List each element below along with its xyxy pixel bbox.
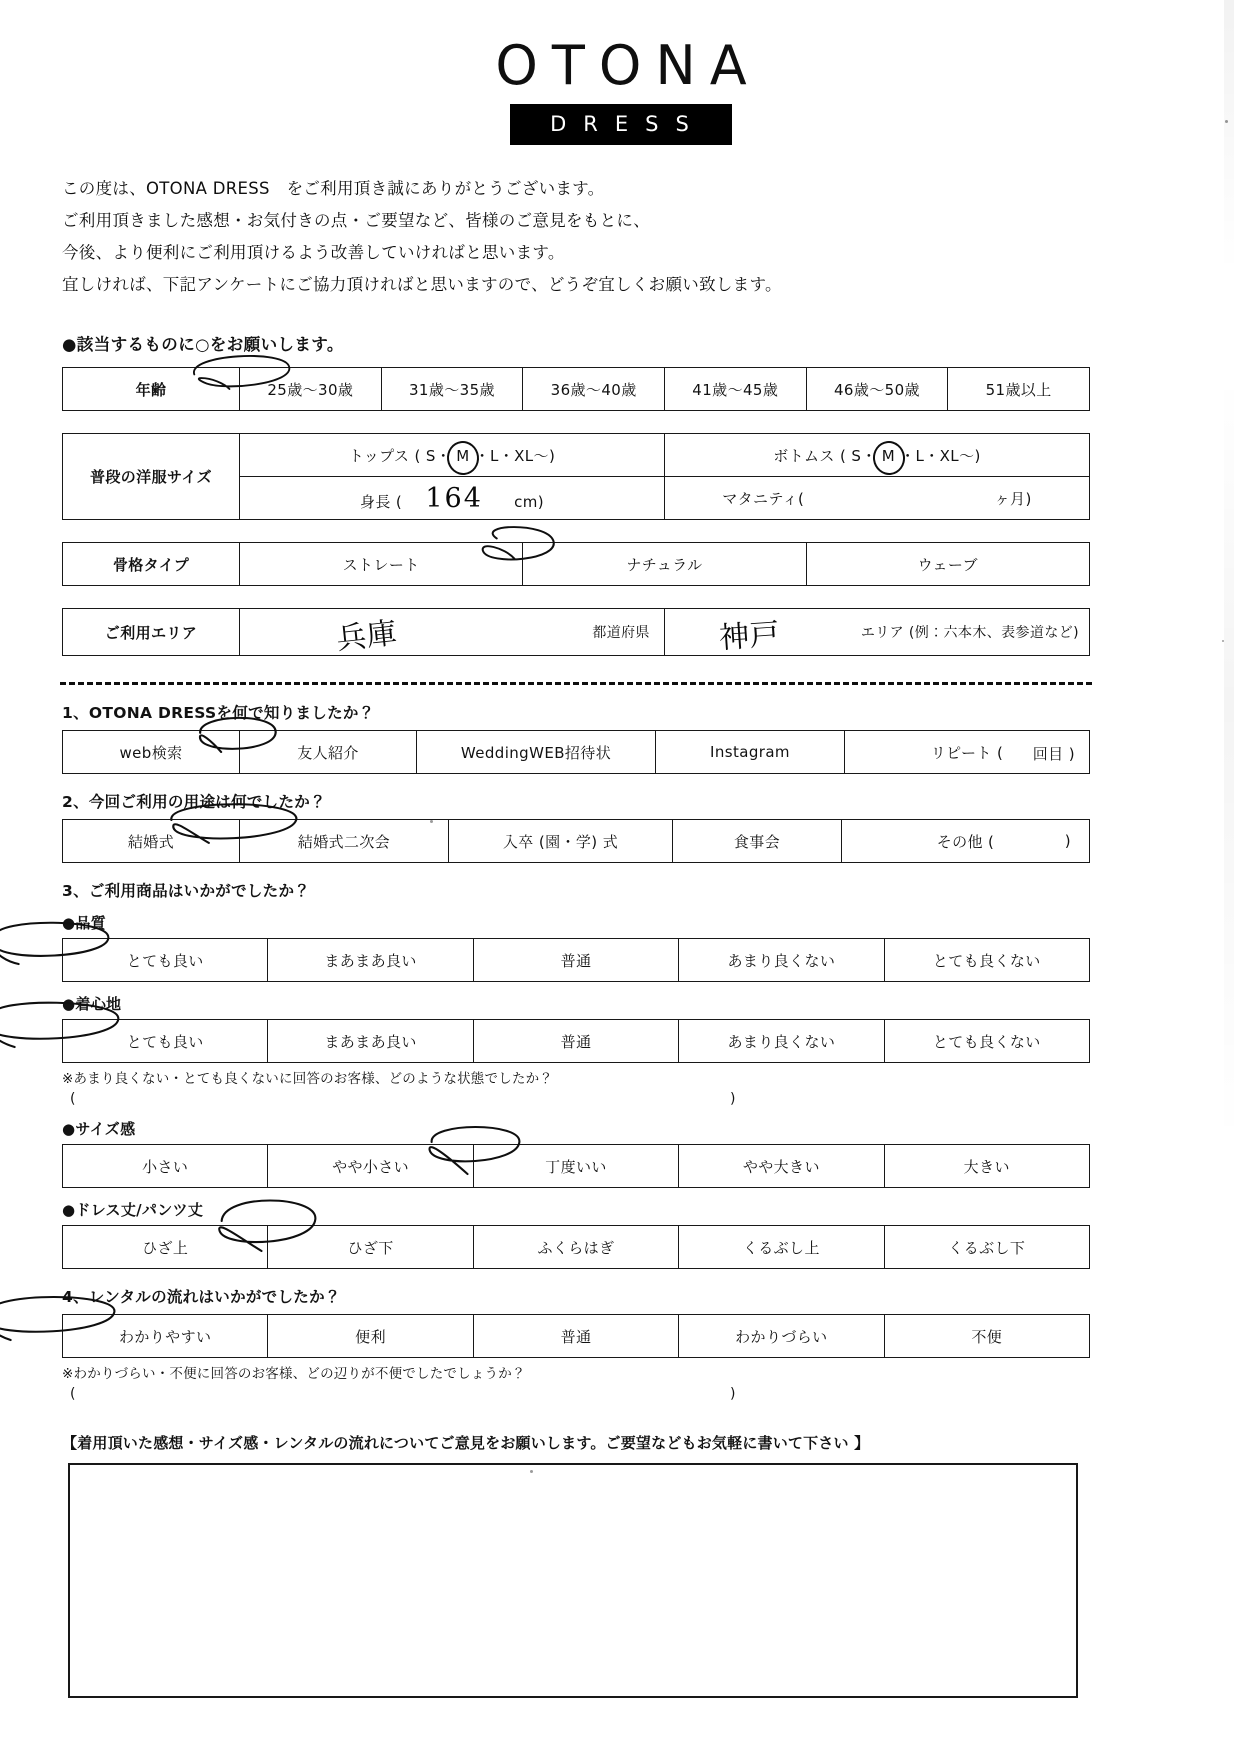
- maternity-unit: ヶ月): [994, 489, 1032, 508]
- quality-option-normal[interactable]: [473, 939, 678, 982]
- q3-comfort-table: [62, 1019, 1090, 1063]
- age-option-41-45[interactable]: [664, 368, 806, 411]
- bottoms-suffix: ・L・XL〜): [900, 446, 981, 465]
- scan-speck: [430, 820, 433, 823]
- q3-comfort-label: ●着心地: [62, 995, 122, 1014]
- q1-option-label: リピート (: [930, 743, 1004, 762]
- q1-table: [62, 730, 1090, 774]
- q2-option-other[interactable]: [842, 820, 1090, 863]
- prefecture-caption: 都道府県: [592, 625, 650, 642]
- age-option-label: 25歳〜30歳: [267, 380, 354, 399]
- q2-option-label: 結婚式二次会: [297, 832, 391, 851]
- quality-option-very-good[interactable]: [63, 939, 268, 982]
- table-row: [63, 1226, 1090, 1269]
- age-option-label: 41歳〜45歳: [692, 380, 779, 399]
- scan-speck: [530, 1470, 533, 1473]
- intro-line-2: ご利用頂きました感想・お気付きの点・ご要望など、皆様のご意見をもとに、: [62, 210, 650, 230]
- height-label: 身長 (: [359, 492, 403, 511]
- bottoms-prefix: ボトムス ( S・: [773, 446, 877, 465]
- q4-option-label: 不便: [971, 1327, 1003, 1346]
- paren-close: ): [730, 1386, 736, 1403]
- brand-sub: DRESS: [510, 104, 732, 145]
- frame-type-option-label: ウェーブ: [917, 555, 978, 574]
- free-comment-heading: 【着用頂いた感想・サイズ感・レンタルの流れについてご意見をお願いします。ご要望などもお気軽に書いて下さい 】: [62, 1434, 870, 1453]
- height-cell[interactable]: [240, 477, 665, 520]
- q4-note: ※わかりづらい・不便に回答のお客様、どの辺りが不便でしたでしょうか？: [62, 1366, 526, 1383]
- tops-suffix: ・L・XL〜): [474, 446, 556, 465]
- comfort-option-normal[interactable]: [473, 1020, 678, 1063]
- area-row-label: ご利用エリア: [63, 609, 240, 656]
- intro-line-3: 今後、より便利にご利用頂けるよう改善していければと思います。: [62, 243, 565, 263]
- height-handwritten-value: 164: [425, 482, 483, 514]
- q4-option-label: わかりやすい: [118, 1327, 212, 1346]
- age-option-label: 31歳〜35歳: [408, 380, 495, 399]
- frame-type-option-natural[interactable]: [523, 543, 806, 586]
- maternity-cell[interactable]: [664, 477, 1089, 520]
- q2-option-after-party[interactable]: [240, 820, 449, 863]
- fit-option-label: 小さい: [142, 1157, 189, 1176]
- q4-table: [62, 1314, 1090, 1358]
- q2-option-label: 食事会: [733, 832, 781, 851]
- q1-option-label: web検索: [119, 743, 183, 762]
- q4-option-label: 普通: [560, 1327, 592, 1346]
- clothing-size-row-label: 普段の洋服サイズ: [63, 434, 240, 520]
- q1-option-instagram[interactable]: [656, 731, 845, 774]
- q4-option-label: 便利: [355, 1327, 386, 1346]
- quality-option-not-good[interactable]: [679, 939, 884, 982]
- q2-option-label: その他 (: [936, 832, 995, 851]
- frame-type-option-label: ナチュラル: [626, 555, 703, 574]
- paren-open: (: [70, 1091, 76, 1108]
- q2-table: [62, 819, 1090, 863]
- paren-open: (: [70, 1386, 76, 1403]
- maternity-label: マタニティ(: [722, 489, 805, 508]
- quality-option-very-bad[interactable]: [884, 939, 1089, 982]
- q4-option-hard[interactable]: [679, 1315, 884, 1358]
- comfort-option-not-good[interactable]: [679, 1020, 884, 1063]
- q2-option-dinner[interactable]: [673, 820, 842, 863]
- length-option-label: ひざ下: [347, 1238, 394, 1257]
- tops-prefix: トップス ( S・: [348, 446, 452, 465]
- area-caption: エリア (例：六本木、表参道など): [860, 625, 1079, 642]
- q2-option-wedding[interactable]: [63, 820, 240, 863]
- age-option-label: 46歳〜50歳: [833, 380, 920, 399]
- q3-heading: 3、ご利用商品はいかがでしたか？: [62, 882, 311, 901]
- q3-length-table: [62, 1225, 1090, 1269]
- fit-option-small[interactable]: [63, 1145, 268, 1188]
- length-option-label: くるぶし上: [742, 1238, 820, 1257]
- quality-option-label: あまり良くない: [727, 951, 836, 970]
- intro-paragraph: [62, 173, 1242, 302]
- age-option-51-plus[interactable]: [948, 368, 1090, 411]
- fit-option-label: やや大きい: [742, 1157, 820, 1176]
- tops-selected-size: M: [451, 447, 474, 465]
- age-option-46-50[interactable]: [806, 368, 948, 411]
- q2-option-label: 結婚式: [127, 832, 175, 851]
- table-row: [63, 543, 1090, 586]
- table-row: [63, 939, 1090, 982]
- age-option-36-40[interactable]: [523, 368, 665, 411]
- comfort-option-very-bad[interactable]: [884, 1020, 1089, 1063]
- age-table: [62, 367, 1090, 411]
- age-option-label: 51歳以上: [985, 380, 1052, 399]
- age-option-25-30[interactable]: [240, 368, 382, 411]
- q3-fit-table: [62, 1144, 1090, 1188]
- q4-heading: 4、レンタルの流れはいかがでしたか？: [62, 1288, 341, 1307]
- prefecture-cell[interactable]: [240, 609, 665, 656]
- length-option-label: ふくらはぎ: [537, 1238, 615, 1257]
- fit-option-label: やや小さい: [332, 1157, 410, 1176]
- q2-other-close: ): [1064, 832, 1071, 851]
- length-option-below-knee[interactable]: [268, 1226, 473, 1269]
- age-row-label: 年齢: [63, 368, 240, 411]
- comfort-option-very-good[interactable]: [63, 1020, 268, 1063]
- q3-comfort-note: ※あまり良くない・とても良くないに回答のお客様、どのような状態でしたか？: [62, 1071, 554, 1088]
- age-option-label: 36歳〜40歳: [550, 380, 637, 399]
- quality-option-label: 普通: [560, 951, 592, 970]
- profile-section-heading: ●該当するものに○をお願いします。: [62, 335, 344, 355]
- table-row: [63, 820, 1090, 863]
- quality-option-label: とても良い: [126, 951, 204, 970]
- q4-option-convenient[interactable]: [268, 1315, 473, 1358]
- fit-option-slightly-large[interactable]: [679, 1145, 884, 1188]
- q1-option-label: 友人紹介: [297, 743, 359, 762]
- q1-option-web[interactable]: [63, 731, 240, 774]
- area-handwritten-value: 神戸: [718, 617, 782, 657]
- comfort-option-label: とても良い: [126, 1032, 204, 1051]
- q3-length-label: ●ドレス丈/パンツ丈: [62, 1201, 204, 1220]
- q1-heading: 1、OTONA DRESSを何で知りましたか？: [62, 704, 375, 723]
- fit-option-just-right[interactable]: [473, 1145, 678, 1188]
- brand-logo: [0, 0, 1242, 145]
- quality-option-label: まあまあ良い: [324, 951, 417, 970]
- tops-size-cell[interactable]: [240, 434, 665, 477]
- age-option-31-35[interactable]: [381, 368, 523, 411]
- q1-option-label: Instagram: [710, 743, 790, 762]
- quality-option-fairly-good[interactable]: [268, 939, 473, 982]
- scan-edge-shadow: [1224, 0, 1234, 1754]
- paren-close: ): [730, 1091, 736, 1108]
- q4-option-normal[interactable]: [473, 1315, 678, 1358]
- frame-type-table: [62, 542, 1090, 586]
- length-option-above-ankle[interactable]: [679, 1226, 884, 1269]
- fit-option-large[interactable]: [884, 1145, 1089, 1188]
- q4-option-inconvenient[interactable]: [884, 1315, 1089, 1358]
- q1-option-repeat[interactable]: [845, 731, 1090, 774]
- q4-option-label: わかりづらい: [735, 1327, 828, 1346]
- length-option-above-knee[interactable]: [63, 1226, 268, 1269]
- table-row: [63, 368, 1090, 411]
- table-row: [63, 731, 1090, 774]
- frame-type-option-wave[interactable]: [806, 543, 1089, 586]
- bottoms-selected-size: M: [877, 447, 900, 465]
- length-option-calf[interactable]: [473, 1226, 678, 1269]
- comfort-option-label: まあまあ良い: [324, 1032, 417, 1051]
- fit-option-label: 大きい: [963, 1157, 1010, 1176]
- frame-type-option-straight[interactable]: [240, 543, 523, 586]
- q1-option-label: WeddingWEB招待状: [460, 743, 612, 762]
- fit-option-label: 丁度いい: [545, 1157, 607, 1176]
- area-cell[interactable]: [664, 609, 1089, 656]
- table-row: [63, 1315, 1090, 1358]
- frame-type-row-label: 骨格タイプ: [63, 543, 240, 586]
- height-unit: cm): [514, 492, 544, 511]
- q2-option-graduation[interactable]: [449, 820, 673, 863]
- bottoms-size-cell[interactable]: [664, 434, 1089, 477]
- comfort-option-label: あまり良くない: [727, 1032, 836, 1051]
- intro-line-1: この度は、OTONA DRESS をご利用頂き誠にありがとうございます。: [62, 178, 605, 198]
- q2-heading: 2、今回ご利用の用途は何でしたか？: [62, 793, 326, 812]
- comfort-option-fairly-good[interactable]: [268, 1020, 473, 1063]
- length-option-below-ankle[interactable]: [884, 1226, 1089, 1269]
- table-row: [63, 609, 1090, 656]
- table-row: [63, 1145, 1090, 1188]
- q3-quality-label: ●品質: [62, 914, 106, 933]
- q2-option-label: 入卒 (園・学) 式: [502, 832, 619, 851]
- fit-option-slightly-small[interactable]: [268, 1145, 473, 1188]
- prefecture-handwritten-value: 兵庫: [334, 616, 399, 658]
- section-divider: [60, 682, 1092, 685]
- area-table: [62, 608, 1090, 656]
- comfort-option-label: とても良くない: [932, 1032, 1041, 1051]
- frame-type-option-label: ストレート: [342, 555, 420, 574]
- q3-quality-table: [62, 938, 1090, 982]
- quality-option-label: とても良くない: [932, 951, 1041, 970]
- clothing-size-table: [62, 433, 1090, 520]
- intro-line-4: 宜しければ、下記アンケートにご協力頂ければと思いますので、どうぞ宜しくお願い致します。: [62, 275, 782, 295]
- length-option-label: くるぶし下: [948, 1238, 1026, 1257]
- q1-option-wedding-web[interactable]: [417, 731, 656, 774]
- comfort-option-label: 普通: [560, 1032, 592, 1051]
- brand-name: OTONA: [495, 34, 761, 97]
- q4-option-easy[interactable]: [63, 1315, 268, 1358]
- free-comment-box[interactable]: [68, 1463, 1078, 1698]
- q1-repeat-suffix: 回目 ): [1032, 745, 1075, 764]
- table-row: [63, 1020, 1090, 1063]
- q1-option-referral[interactable]: [240, 731, 417, 774]
- q3-comfort-answer-field[interactable]: [70, 1091, 1100, 1107]
- table-row: [63, 434, 1090, 477]
- length-option-label: ひざ上: [142, 1238, 189, 1257]
- q3-fit-label: ●サイズ感: [62, 1120, 136, 1139]
- q4-answer-field[interactable]: [70, 1386, 1100, 1402]
